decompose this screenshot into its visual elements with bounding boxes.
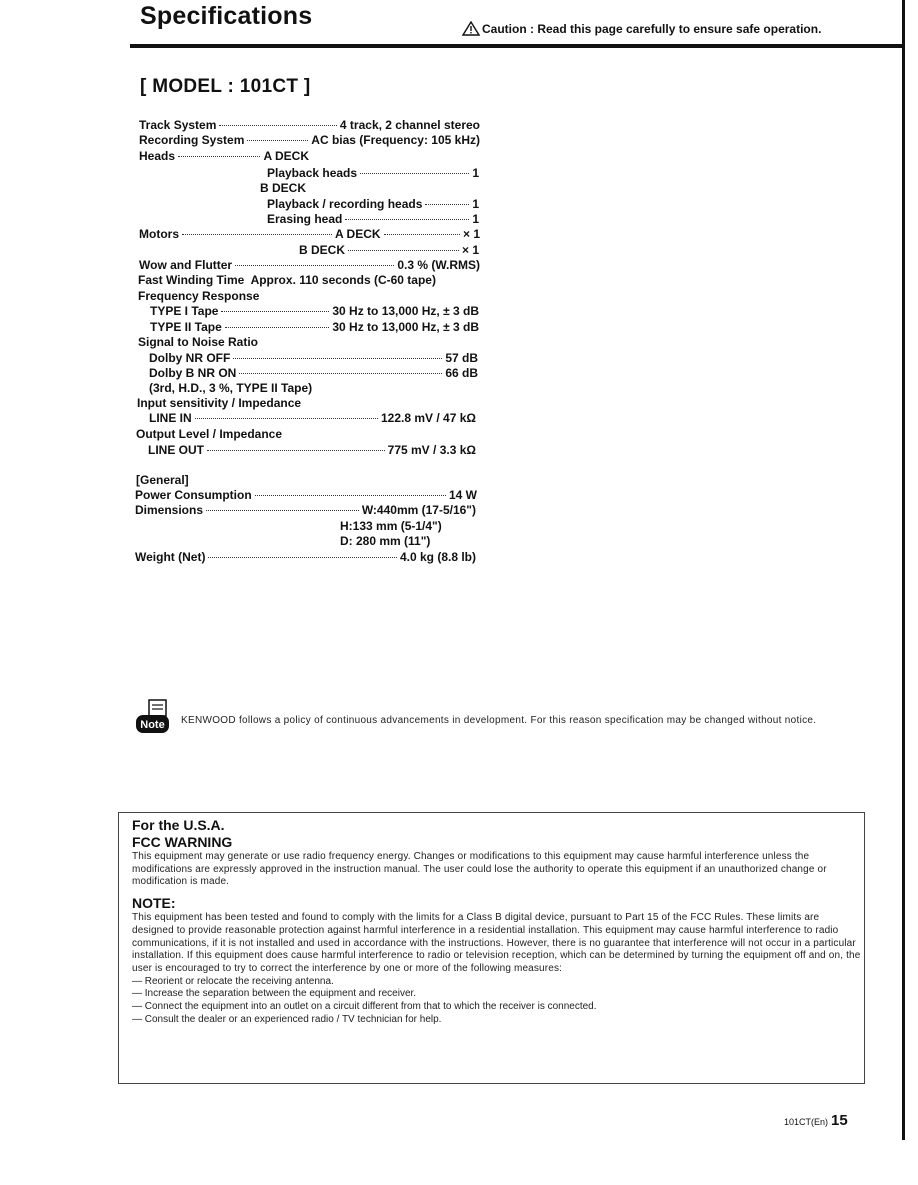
spec-snr bbox=[138, 335, 258, 349]
spec-label: B DECK bbox=[299, 243, 346, 257]
fcc-measure: — Connect the equipment into an outlet on a circuit different from that to which the receiver is connected. bbox=[132, 1001, 597, 1013]
spec-label: [General] bbox=[136, 473, 189, 487]
spec-line-in bbox=[149, 411, 476, 425]
spec-value: D: 280 mm (11") bbox=[340, 534, 431, 548]
spec-value: 122.8 mV / 47 kΩ bbox=[380, 411, 476, 425]
spec-line-out bbox=[148, 443, 476, 457]
note-icon bbox=[133, 698, 177, 742]
spec-snr-note bbox=[149, 381, 312, 395]
fcc-measure: — Increase the separation between the equipment and receiver. bbox=[132, 988, 417, 1000]
note-icon-label: Note bbox=[140, 719, 165, 731]
spec-dolby-b-on bbox=[149, 366, 478, 380]
spec-label: Dolby NR OFF bbox=[149, 351, 231, 365]
spec-label: Erasing head bbox=[267, 212, 343, 226]
spec-value: 4 track, 2 channel stereo bbox=[339, 118, 480, 132]
spec-label: Playback / recording heads bbox=[267, 197, 423, 211]
spec-type2-tape bbox=[150, 320, 479, 334]
spec-motors bbox=[139, 227, 480, 241]
spec-value: H:133 mm (5-1/4") bbox=[340, 519, 442, 533]
spec-fast-winding bbox=[138, 273, 436, 287]
page-edge-bar bbox=[902, 0, 905, 1140]
spec-label: B DECK bbox=[260, 181, 307, 195]
spec-power bbox=[135, 488, 477, 502]
spec-value: 1 bbox=[472, 212, 479, 226]
spec-label: TYPE I Tape bbox=[150, 304, 219, 318]
spec-playback-heads bbox=[267, 166, 479, 180]
note-text: KENWOOD follows a policy of continuous advancements in development. For this reason specification may be changed without notice. bbox=[181, 715, 817, 726]
spec-value: 1 bbox=[472, 166, 479, 180]
spec-frequency-response bbox=[138, 289, 259, 303]
spec-general-heading bbox=[136, 473, 189, 487]
spec-value: 1 bbox=[472, 197, 479, 211]
footer-code: 101CT(En) bbox=[784, 1117, 829, 1127]
page-number: 15 bbox=[831, 1112, 848, 1129]
spec-label: Recording System bbox=[139, 133, 245, 147]
spec-label: Heads bbox=[139, 149, 176, 163]
spec-value: 4.0 kg (8.8 lb) bbox=[399, 550, 476, 564]
spec-value: 30 Hz to 13,000 Hz, ± 3 dB bbox=[332, 304, 479, 318]
caution-text: Caution : Read this page carefully to ensure safe operation. bbox=[482, 21, 822, 36]
fcc-measure: — Consult the dealer or an experienced radio / TV technician for help. bbox=[132, 1013, 442, 1025]
fcc-content bbox=[132, 817, 862, 1026]
fcc-box bbox=[118, 812, 865, 1084]
spec-label: Signal to Noise Ratio bbox=[138, 335, 259, 349]
caution-notice bbox=[462, 21, 821, 36]
spec-dimensions-h bbox=[340, 519, 442, 533]
spec-dimensions-d bbox=[340, 534, 430, 548]
spec-label: Power Consumption bbox=[135, 488, 252, 502]
fcc-warning-title: FCC WARNING bbox=[132, 834, 233, 850]
spec-dimensions bbox=[135, 503, 476, 517]
fcc-note-text: This equipment has been tested and found to comply with the limits for a Class B digital device, pursuant to Part 15 of the FCC Rules. These limits are designed to provide reasonable protection against harmful interference in a residential installation. This equipment may cause harmful interference to radio communications, if it is not installed and used in accordance with the instructions. However, there is no guarantee that interference will not occur in a particular installation. If this equipment does cause harmful interference to radio or television reception, which can be determined by turning the equipment off and on, the user is encouraged to try to correct the interference by one or more of the following measures: bbox=[132, 912, 861, 974]
spec-label: LINE OUT bbox=[148, 443, 204, 457]
page-title: Specifications bbox=[140, 2, 313, 30]
spec-recording-system bbox=[139, 133, 480, 147]
spec-playback-recording-heads bbox=[267, 197, 479, 211]
spec-value: W:440mm (17-5/16") bbox=[361, 503, 476, 517]
fcc-note-title: NOTE: bbox=[132, 895, 176, 912]
warning-triangle-icon bbox=[462, 21, 480, 36]
spec-label: Fast Winding Time Approx. 110 seconds (C-60 tape) bbox=[138, 273, 436, 287]
fcc-measure: — Reorient or relocate the receiving antenna. bbox=[132, 975, 334, 987]
spec-label: (3rd, H.D., 3 %, TYPE II Tape) bbox=[149, 381, 313, 395]
spec-value: 57 dB bbox=[445, 351, 478, 365]
spec-label: Frequency Response bbox=[138, 289, 260, 303]
spec-value: 66 dB bbox=[445, 366, 478, 380]
spec-label: Input sensitivity / Impedance bbox=[137, 396, 302, 410]
spec-weight bbox=[135, 550, 476, 564]
page-footer bbox=[784, 1112, 848, 1129]
spec-label: Weight (Net) bbox=[135, 550, 206, 564]
spec-heads bbox=[139, 149, 309, 163]
spec-label: LINE IN bbox=[149, 411, 192, 425]
header-rule bbox=[130, 44, 902, 48]
spec-wow-flutter bbox=[139, 258, 480, 272]
spec-label: Wow and Flutter bbox=[139, 258, 233, 272]
model-heading: [ MODEL : 101CT ] bbox=[140, 76, 311, 97]
spec-value: × 1 bbox=[461, 243, 479, 257]
spec-label: Output Level / Impedance bbox=[136, 427, 283, 441]
spec-label: Motors bbox=[139, 227, 179, 241]
spec-value: 775 mV / 3.3 kΩ bbox=[387, 443, 476, 457]
spec-value: AC bias (Frequency: 105 kHz) bbox=[311, 133, 480, 147]
spec-output-level bbox=[136, 427, 282, 441]
spec-value: 14 W bbox=[448, 488, 477, 502]
spec-motors-b-deck bbox=[299, 243, 479, 257]
spec-track-system bbox=[139, 118, 480, 132]
spec-label: TYPE II Tape bbox=[150, 320, 222, 334]
spec-b-deck bbox=[260, 181, 306, 195]
spec-count: × 1 bbox=[462, 227, 480, 241]
spec-value: A DECK bbox=[335, 227, 381, 241]
spec-label: Playback heads bbox=[267, 166, 358, 180]
spec-value: A DECK bbox=[263, 149, 309, 163]
spec-label: Dimensions bbox=[135, 503, 204, 517]
fcc-warning-text: This equipment may generate or use radio frequency energy. Changes or modifications to this equipment may cause harmful interference unless the modifications are expressly approved in the instruction manual. The user could lose the authority to operate this equipment if an unauthorized change or modification is made. bbox=[132, 851, 827, 888]
spec-label: Dolby B NR ON bbox=[149, 366, 237, 380]
spec-value: 30 Hz to 13,000 Hz, ± 3 dB bbox=[332, 320, 479, 334]
fcc-for-usa: For the U.S.A. bbox=[132, 817, 225, 833]
spec-type1-tape bbox=[150, 304, 479, 318]
spec-label: Track System bbox=[139, 118, 217, 132]
spec-value: 0.3 % (W.RMS) bbox=[397, 258, 480, 272]
spec-erasing-head bbox=[267, 212, 479, 226]
spec-input-sensitivity bbox=[137, 396, 301, 410]
spec-dolby-off bbox=[149, 351, 478, 365]
